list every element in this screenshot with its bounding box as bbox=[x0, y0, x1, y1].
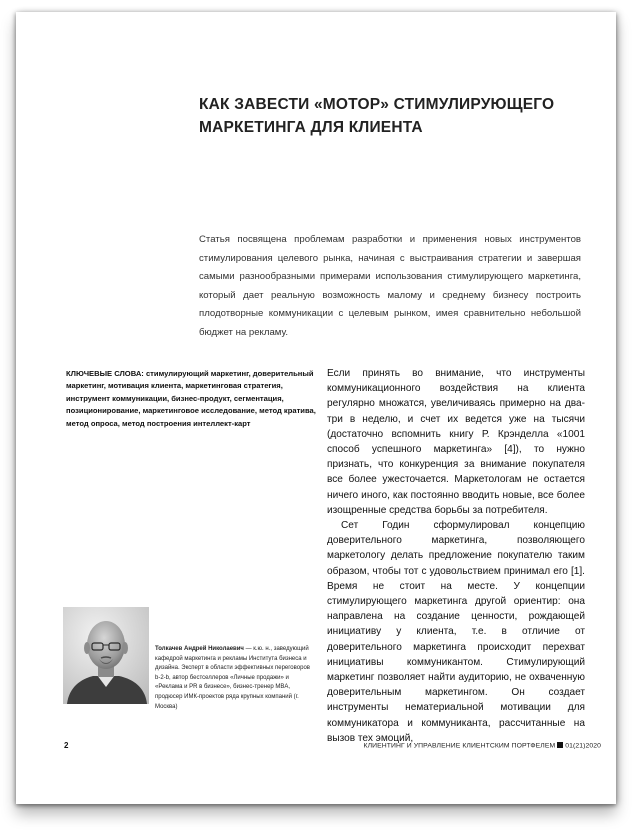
author-description: — к.ю. н., заведующий кафедрой маркетинга и рекламы Института бизнеса и дизайна. Эксперт в области эффективных переговоров b-2-b, автор бестселлеров «Личные продажи» и «Реклама и PR в бизнесе», бизнес-тренер MBA, продюсер ИМК-проектов ряда крупных компаний (г. Москва) bbox=[155, 646, 310, 710]
journal-footer bbox=[364, 742, 601, 750]
article-body bbox=[327, 366, 585, 746]
keywords-block bbox=[66, 368, 316, 430]
keywords-text: стимулирующий маркетинг, доверительный маркетинг, мотивация клиента, маркетинговая стратегия, инструмент коммуникации, бизнес-продукт, сегментация, позиционирование, маркетинговое исследование, метод кратива, метод опроса, метод построения интеллект-карт bbox=[66, 369, 316, 428]
body-paragraph-2: Сет Годин сформулировал концепцию доверительного маркетинга, позволяющего маркетологу делать предложение покупателю таким образом, чтобы тот с удовольствием принимал его [1]. Время не стоит на месте. У концепции стимулирующего маркетинга другой ориентир: она направлена на создание ценности, рождающей инициативу у клиента, т.е. в отличие от доверительного маркетинга происходит перехват инициативы коммуникантом. Стимулирующий маркетинг позволяет найти аудиторию, не охваченную доверительным маркетингом. Он создает инструменты нематериальной мотивации для коммуникатора и коммуниканта, рассчитанные на вызов тех эмоций, bbox=[327, 520, 585, 744]
article-lead: Статья посвящена проблемам разработки и применения новых инструментов стимулирования целевого рынка, начиная с выстраивания стратегии и завершая самыми разнообразными примерами использования стимулирующего маркетинга, который дает реальную возможность малому и среднему бизнесу построить плодотворные коммуникации с целевым рынком, имея сравнительно небольшой бюджет на рекламу. bbox=[199, 234, 581, 338]
journal-name: КЛИЕНТИНГ И УПРАВЛЕНИЕ КЛИЕНТСКИМ ПОРТФЕЛЕМ bbox=[363, 742, 556, 750]
journal-issue: 01(21)2020 bbox=[565, 742, 601, 750]
article-title: КАК ЗАВЕСТИ «МОТОР» СТИМУЛИРУЮЩЕГО МАРКЕТИНГА ДЛЯ КЛИЕНТА bbox=[199, 96, 555, 136]
author-bio bbox=[155, 645, 315, 712]
body-paragraph-1: Если принять во внимание, что инструменты коммуникационного воздействия на клиента регулярно множатся, увеличиваясь примерно на два-три в неделю, и счет их ведется уже на тысячи (достаточно вспомнить книгу Р. Крэнделла «1001 способ успешного маркетинга» [4]), то нужно признать, что конкуренция за внимание покупателя все более ужесточается. Маркетологам не остается ничего иного, как постоянно вводить новые, все более изощренные средства борьбы за потребителя. bbox=[327, 368, 585, 516]
page-number: 2 bbox=[64, 741, 69, 750]
keywords-label: КЛЮЧЕВЫЕ СЛОВА: bbox=[66, 369, 144, 378]
square-separator-icon bbox=[557, 742, 563, 748]
author-photo bbox=[63, 607, 149, 704]
author-name: Толкачев Андрей Николаевич bbox=[155, 646, 244, 652]
